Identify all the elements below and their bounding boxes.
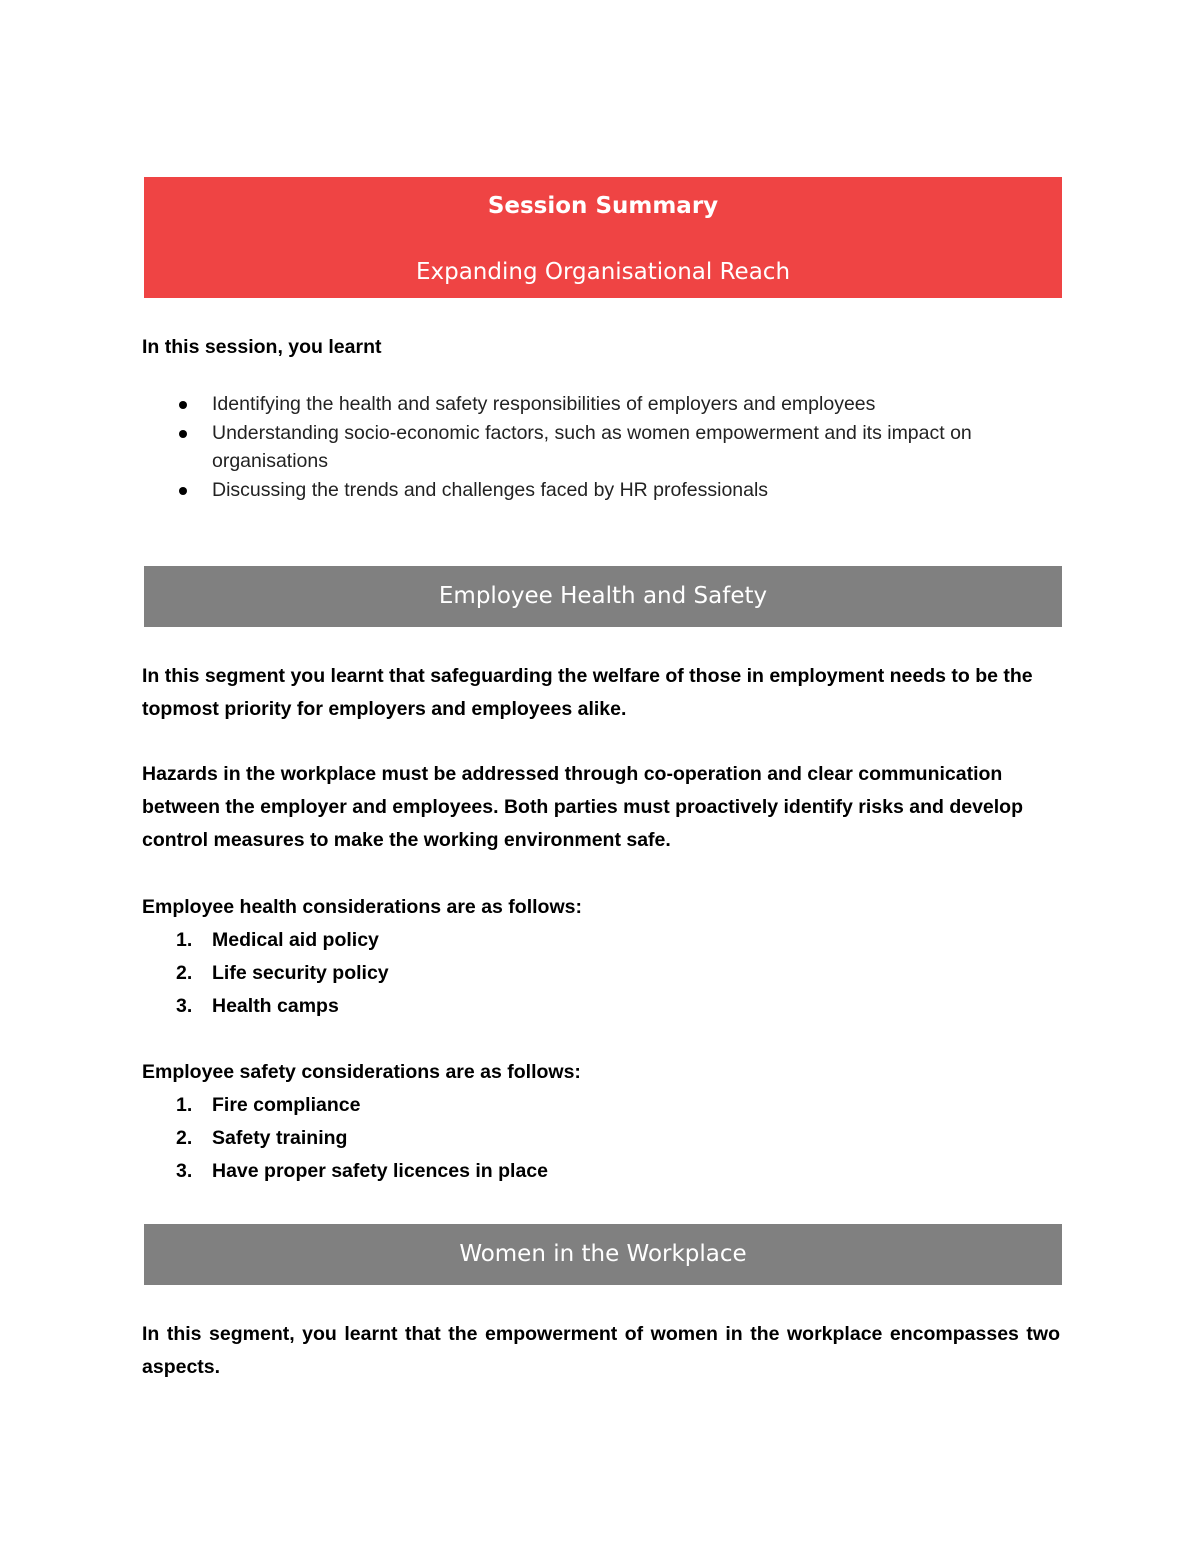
bullet-icon bbox=[179, 401, 187, 409]
health-considerations-heading: Employee health considerations are as follows: bbox=[142, 896, 582, 918]
list-item bbox=[142, 957, 1060, 990]
list-item bbox=[142, 924, 1060, 957]
health-paragraph-1: In this segment you learnt that safeguarding the welfare of those in employment needs to be the topmost priority for employers and employees alike. bbox=[142, 665, 1033, 720]
list-item bbox=[142, 390, 1062, 419]
list-item-text: Safety training bbox=[212, 1127, 348, 1149]
intro-list bbox=[142, 390, 1062, 504]
list-item-text: Fire compliance bbox=[212, 1094, 361, 1116]
list-number: 3. bbox=[176, 1160, 193, 1182]
safety-considerations-heading: Employee safety considerations are as follows: bbox=[142, 1061, 581, 1083]
list-item bbox=[142, 476, 1062, 505]
list-item bbox=[142, 1122, 1060, 1155]
session-summary-banner bbox=[144, 177, 1062, 298]
list-number: 3. bbox=[176, 995, 193, 1017]
banner-title: Session Summary bbox=[487, 193, 719, 219]
list-item-text: Discussing the trends and challenges faced by HR professionals bbox=[212, 478, 769, 501]
women-workplace-banner: Women in the Workplace bbox=[144, 1224, 1062, 1285]
list-item bbox=[142, 1155, 1060, 1188]
list-item-text: Health camps bbox=[212, 995, 339, 1017]
women-paragraph-1: In this segment, you learnt that the empowerment of women in the workplace encompasses two aspects. bbox=[142, 1323, 1060, 1378]
list-item bbox=[142, 1089, 1060, 1122]
list-number: 1. bbox=[176, 1094, 193, 1116]
list-item bbox=[142, 419, 1062, 476]
safety-considerations-list bbox=[142, 1089, 1060, 1188]
list-number: 1. bbox=[176, 929, 193, 951]
list-item-text: Have proper safety licences in place bbox=[212, 1160, 548, 1182]
list-number: 2. bbox=[176, 1127, 193, 1149]
banner-subtitle: Expanding Organisational Reach bbox=[415, 259, 791, 285]
list-item bbox=[142, 990, 1060, 1023]
list-item-text: Life security policy bbox=[212, 962, 389, 984]
bullet-icon bbox=[179, 430, 187, 438]
bullet-icon bbox=[179, 487, 187, 495]
list-number: 2. bbox=[176, 962, 193, 984]
health-safety-banner: Employee Health and Safety bbox=[144, 566, 1062, 627]
health-paragraph-2: Hazards in the workplace must be addressed through co-operation and clear communication between the employer and employees. Both parties must proactively identify risks and develop control measures to make the working environment safe. bbox=[142, 763, 1024, 851]
health-considerations-list bbox=[142, 924, 1060, 1023]
list-item-text: Understanding socio-economic factors, such as women empowerment and its impact on organisations bbox=[212, 421, 972, 472]
list-item-text: Medical aid policy bbox=[212, 929, 379, 951]
list-item-text: Identifying the health and safety responsibilities of employers and employees bbox=[212, 393, 876, 415]
intro-heading: In this session, you learnt bbox=[142, 336, 382, 358]
